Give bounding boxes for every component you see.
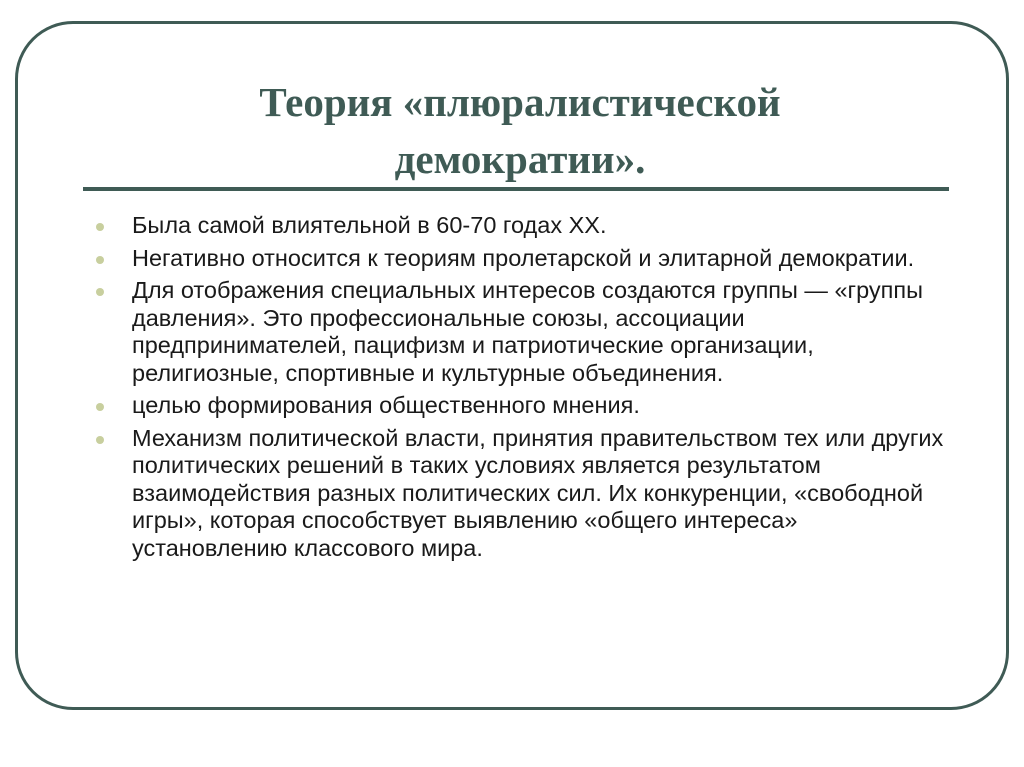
title-divider <box>83 187 949 191</box>
bullet-item <box>94 277 944 387</box>
bullet-text: Была самой влиятельной в 60-70 годах XX. <box>132 212 607 238</box>
bullet-dot-icon <box>96 256 104 264</box>
bullet-list <box>94 212 944 567</box>
bullet-text: Механизм политической власти, принятия правительством тех или других политических решений в таких условиях является результатом взаимодействия разных политических сил. Их конкуренции, «свободной игры», которая способствует выявлению «общего интереса» установлению классового мира. <box>132 424 944 561</box>
bullet-text: Негативно относится к теориям пролетарской и элитарной демократии. <box>132 244 915 271</box>
bullet-item <box>94 212 944 240</box>
bullet-item <box>94 425 944 563</box>
bullet-dot-icon <box>96 288 104 296</box>
bullet-item <box>94 245 944 273</box>
bullet-text: целью формирования общественного мнения. <box>132 392 640 418</box>
bullet-text: Для отображения специальных интересов создаются группы — «группы давления». Это профессиональные союзы, ассоциации предпринимателей, пацифизм и патриотические организации, религиозные, спортивные и культурные объединения. <box>132 277 924 386</box>
bullet-dot-icon <box>96 223 104 231</box>
bullet-dot-icon <box>96 403 104 411</box>
slide-title: Теория «плюралистической демократии». <box>259 79 781 182</box>
bullet-dot-icon <box>96 436 104 444</box>
bullet-item <box>94 392 944 420</box>
